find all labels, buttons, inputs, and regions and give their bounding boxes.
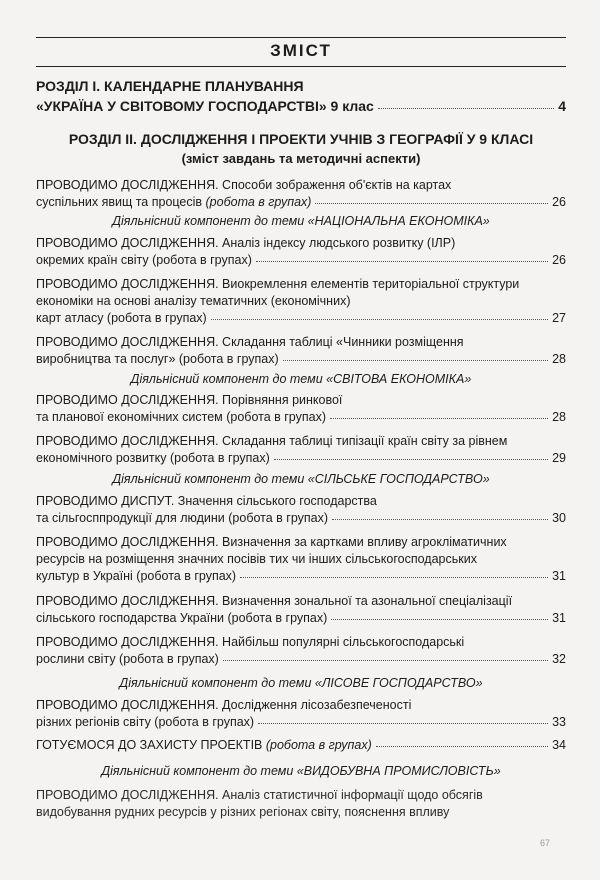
toc-entry [36,334,566,368]
entry-last-line [36,194,566,211]
entry-line: ПРОВОДИМО ДОСЛІДЖЕННЯ. Способи зображення об'єктів на картах [36,178,452,192]
component-prefix: Діяльнісний компонент до теми [101,764,297,778]
component-topic: «СВІТОВА ЕКОНОМІКА» [326,372,472,386]
entry-text: та планової економічних систем (робота в групах) [36,410,327,424]
toc-entry [36,493,566,527]
page-number: 28 [552,410,566,424]
entry-last-line [36,737,566,754]
entry-text-italic: (робота в групах) [205,195,312,209]
entry-text: карт атласу (робота в групах) [36,311,207,325]
entry-text: економічного розвитку (робота в групах) [36,451,270,465]
toc-entry [36,433,566,467]
component-heading [36,763,566,779]
page-number: 4 [558,98,566,114]
page-title: ЗМІСТ [270,41,332,60]
entry-last-line [36,252,566,269]
leader-dots [274,449,548,460]
component-topic: «ВИДОБУВНА ПРОМИСЛОВІСТЬ» [296,764,501,778]
component-heading [36,213,566,229]
entry-text: окремих країн світу (робота в групах) [36,253,252,267]
entry-last-line [36,568,566,585]
entry-text: різних регіонів світу (робота в групах) [36,715,255,729]
entry-text-main: ГОТУЄМОСЯ ДО ЗАХИСТУ ПРОЕКТІВ [36,738,266,752]
entry-text: сільського господарства України (робота в групах) [36,611,328,625]
entry-line: ПРОВОДИМО ДОСЛІДЖЕННЯ. Складання таблиці типізації країн світу за рівнем [36,434,508,448]
component-prefix: Діяльнісний компонент до теми [112,472,308,486]
leader-dots [283,350,548,361]
entry-line: ПРОВОДИМО ДОСЛІДЖЕННЯ. Дослідження лісозабезпеченості [36,698,412,712]
entry-text: та сільгосппродукції для людини (робота в групах) [36,511,329,525]
section-2-heading: РОЗДІЛ ІІ. ДОСЛІДЖЕННЯ І ПРОЕКТИ УЧНІВ З ГЕОГРАФІЇ У 9 КЛАСІ [68,131,534,147]
page-folio: 67 [540,838,551,848]
entry-text [36,194,311,211]
entry-text-main: суспільних явищ та процесів [36,195,206,209]
leader-dots [331,609,548,620]
page-number: 34 [552,738,566,752]
entry-text: виробництва та послуг» (робота в групах) [36,352,279,366]
toc-entry [36,235,566,269]
section-1-heading [36,76,566,116]
entry-line: ПРОВОДИМО ДОСЛІДЖЕННЯ. Виокремлення елементів територіальної структури [36,277,520,291]
entry-last-line [36,409,566,426]
toc-entry [36,737,566,754]
entry-last-line [36,651,566,668]
page-number: 27 [552,311,566,325]
toc-entry [36,593,566,627]
toc-entry [36,634,566,668]
leader-dots [315,193,548,204]
section-1-line2-text: «УКРАЇНА У СВІТОВОМУ ГОСПОДАРСТВІ» 9 клас [36,98,374,114]
entry-line: ПРОВОДИМО ДОСЛІДЖЕННЯ. Найбільш популярні сільськогосподарські [36,635,465,649]
entry-last-line [36,510,566,527]
leader-dots [256,251,548,262]
entry-line: ПРОВОДИМО ДИСПУТ. Значення сільського господарства [36,494,377,508]
entry-text: культур в Україні (робота в групах) [36,569,237,583]
leader-dots [223,650,548,661]
section-1-line1: РОЗДІЛ І. КАЛЕНДАРНЕ ПЛАНУВАННЯ [36,78,304,94]
page-number: 32 [552,652,566,666]
top-rule [36,37,566,38]
leader-dots [240,567,548,578]
component-heading [36,371,566,387]
section-2-subheading: (зміст завдань та методичні аспекти) [181,151,421,166]
component-prefix: Діяльнісний компонент до теми [130,372,327,386]
component-prefix: Діяльнісний компонент до теми [112,214,308,228]
component-heading [36,471,566,487]
entry-text-italic: (робота в групах) [265,738,372,752]
entry-line: ПРОВОДИМО ДОСЛІДЖЕННЯ. Аналіз індексу людського розвитку (ІЛР) [36,236,456,250]
toc-entry [36,276,566,327]
component-topic: «НАЦІОНАЛЬНА ЕКОНОМІКА» [307,214,490,228]
section-1-line2 [36,96,566,116]
entry-last-line [36,610,566,627]
entry-line: ПРОВОДИМО ДОСЛІДЖЕННЯ. Аналіз статистичної інформації щодо обсягів [36,788,483,802]
page-number: 33 [552,715,566,729]
entry-last-line [36,714,566,731]
toc-entry [36,534,566,585]
component-topic: «СІЛЬСЬКЕ ГОСПОДАРСТВО» [307,472,490,486]
entry-text [36,737,372,754]
toc-entry [36,392,566,426]
toc-entry [36,697,566,731]
entry-line: ресурсів на розміщення значних посівів тих чи інших сільськогосподарських [36,552,477,566]
entry-line: економіки на основі аналізу тематичних (економічних) [36,294,351,308]
page-number: 29 [552,451,566,465]
page-number: 31 [552,569,566,583]
leader-dots [258,713,548,724]
page-number: 26 [552,195,566,209]
component-prefix: Діяльнісний компонент до теми [119,676,315,690]
component-heading [36,675,566,691]
component-topic: «ЛІСОВЕ ГОСПОДАРСТВО» [314,676,483,690]
leader-dots [330,408,548,419]
entry-last-line [36,310,566,327]
leader-dots [378,98,554,109]
leader-dots [332,509,548,520]
entry-text: рослини світу (робота в групах) [36,652,219,666]
leader-dots [376,736,548,747]
entry-last-line [36,351,566,368]
leader-dots [211,309,548,320]
title-rule [36,66,566,67]
entry-line: ПРОВОДИМО ДОСЛІДЖЕННЯ. Визначення за картками впливу агрокліматичних [36,535,507,549]
toc-entry [36,177,566,211]
entry-line: видобування рудних ресурсів у різних регіонах світу, пояснення впливу [36,805,450,819]
page-number: 31 [552,611,566,625]
page-number: 30 [552,511,566,525]
entry-line: ПРОВОДИМО ДОСЛІДЖЕННЯ. Визначення зональної та азональної спеціалізації [36,594,513,608]
toc-entry [36,787,566,821]
page-number: 28 [552,352,566,366]
page-number: 26 [552,253,566,267]
entry-last-line [36,450,566,467]
entry-line: ПРОВОДИМО ДОСЛІДЖЕННЯ. Порівняння ринкової [36,393,343,407]
entry-line: ПРОВОДИМО ДОСЛІДЖЕННЯ. Складання таблиці «Чинники розміщення [36,335,464,349]
